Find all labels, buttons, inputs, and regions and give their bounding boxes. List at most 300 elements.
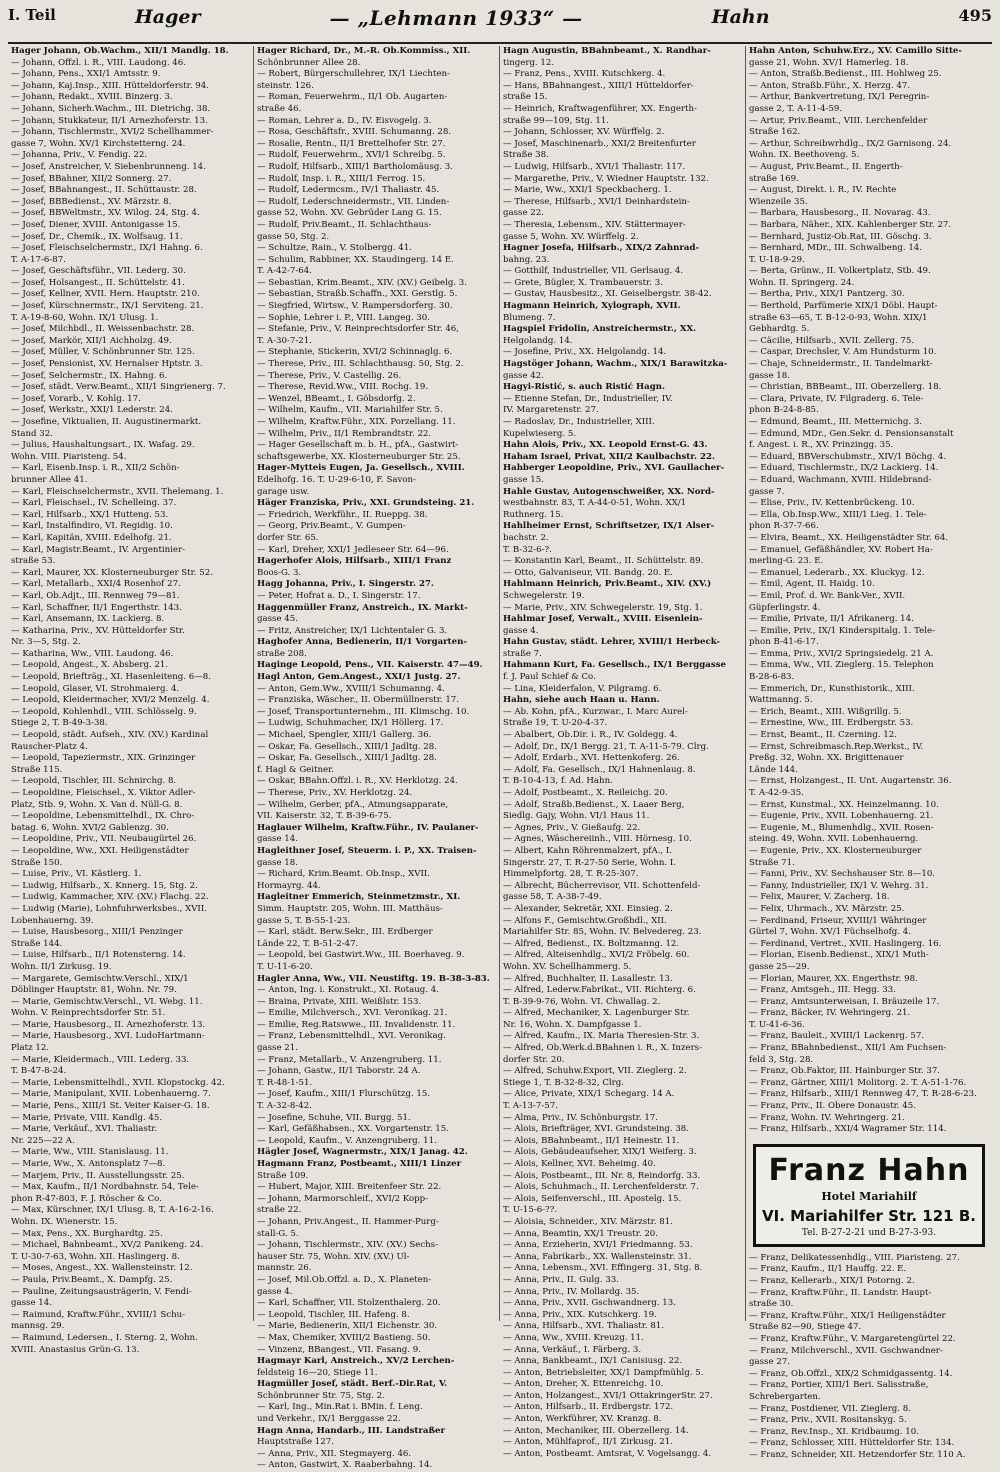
directory-entry: Hahn Gustav, städt. Lehrer, XVIII/1 Herbeck- xyxy=(503,637,720,648)
directory-column-3 xyxy=(500,46,746,1459)
directory-entry: T. U-18-9-29. xyxy=(749,254,805,265)
directory-entry: — Marie, Kleidermach., VIII. Lederg. 33. xyxy=(11,1054,190,1065)
directory-entry: — Bernhard, Justiz-Ob.Rat, III. Göschg. 3. xyxy=(749,231,932,242)
directory-entry: Mariahilfer Str. 85, Wohn. IV. Belvedereg. 23. xyxy=(503,927,702,938)
directory-entry: Haggenmüller Franz, Anstreich., IX. Markt- xyxy=(257,602,468,613)
directory-entry: — Leopold, städt. Aufseh., XIV. (XV.) Kardinal xyxy=(11,730,209,741)
directory-entry: — Emil, Prof. d. Wr. Bank-Ver., XVII. xyxy=(749,590,906,601)
directory-entry: — Sebastian, Krim.Beamt., XIV. (XV.) Geibelg. 3. xyxy=(257,277,468,288)
directory-entry: — Alois, BBahnbeamt., II/1 Heinestr. 11. xyxy=(503,1135,680,1146)
directory-entry: gasse 45. xyxy=(257,614,298,625)
directory-entry: — Franz, Metallarb., V. Anzengruberg. 11. xyxy=(257,1054,442,1065)
directory-entry: — Leopold, bei Gastwirt.Ww., III. Boerhaveg. 9. xyxy=(257,950,465,961)
directory-entry: Nr. 225—22 A. xyxy=(11,1135,75,1146)
directory-entry: — Arthur, Bankvertretung, IX/1 Peregrin- xyxy=(749,92,930,103)
directory-entry: — Leopoldine, Lebensmittelhdl., IX. Chro- xyxy=(11,811,195,822)
directory-entry: Haghofer Anna, Bedienerin, II/1 Vorgarten- xyxy=(257,637,467,648)
directory-entry: — Johann, Tischlermstr., XIV. (XV.) Sechs- xyxy=(257,1240,438,1251)
directory-entry: — Johann, Gastw., II/1 Taborstr. 24 A. xyxy=(257,1066,421,1077)
directory-entry: — Josefine, Viktualien, II. Augustinermarkt. xyxy=(11,417,202,427)
directory-entry: — Stefanie, Priv., V. Reinprechtsdorfer Str. 46, xyxy=(257,324,459,335)
directory-entry: Haham Israel, Privat, XII/2 Kaulbachstr. 22. xyxy=(503,451,715,462)
directory-entry: T. A-13-7-57. xyxy=(503,1101,558,1112)
directory-entry: Himmelpfortg. 28, T. R-25-307. xyxy=(503,869,639,880)
directory-entry: Nr. 3—5, Stg. 2. xyxy=(11,637,81,648)
directory-entry: — Emanuel, Gefäßhändler, XV. Robert Ha- xyxy=(749,544,933,555)
directory-entry: — Eduard, Tischlermstr., IX/2 Lackierg. 14. xyxy=(749,463,939,474)
directory-entry: — Leopold, Tischler, III. Schnirchg. 8. xyxy=(11,776,177,787)
directory-entry: — Wenzel, BBeamt., I. Göbsdorfg. 2. xyxy=(257,393,416,404)
directory-entry: Hagner Josefa, Hilfsarb., XIX/2 Zahnrad- xyxy=(503,243,700,254)
directory-entry: — Alfred, Bedienst., IX. Boltzmanng. 12. xyxy=(503,938,680,949)
directory-entry: IV. Margaretenstr. 27. xyxy=(503,405,599,416)
directory-entry: — Franz, Hilfsarb., XXI/4 Wagramer Str. 114. xyxy=(749,1124,947,1135)
directory-entry: — Ludwig, Hilfsarb., XVI/1 Thaliastr. 117. xyxy=(503,161,686,172)
directory-entry: Straße 150. xyxy=(11,857,63,868)
directory-entry: gasse 21, Wohn. XV/1 Hamerleg. 18. xyxy=(749,57,909,68)
directory-entry: — Franz, Wohn. IV. Wehringerg. 21. xyxy=(749,1112,906,1123)
directory-entry: — Caspar, Drechsler, V. Am Hundsturm 10. xyxy=(749,347,937,358)
directory-entry: phon B-41-6-17. xyxy=(749,637,819,648)
directory-entry: — Paula, Priv.Beamt., X. Dampfg. 25. xyxy=(11,1274,173,1285)
directory-entry: bahng. 23. xyxy=(503,254,550,265)
directory-entry: — Johann, Priv.Angest., II. Hammer-Purg- xyxy=(257,1216,439,1227)
directory-entry: — Marie, Ww., X. Antonsplatz 7—8. xyxy=(11,1159,166,1169)
directory-entry: T. U-11-6-20. xyxy=(257,961,313,972)
directory-entry: — Josef, Werkstr., XXI/1 Lederstr. 24. xyxy=(11,405,173,416)
directory-entry: — Margarethe, Priv., V. Wiedner Hauptstr. 132. xyxy=(503,173,709,184)
directory-entry: Simm. Hauptstr. 205, Wohn. III. Matthäus- xyxy=(257,903,443,914)
directory-entry: — Emil, Agent, II. Haidg. 10. xyxy=(749,579,875,590)
directory-entry: gasse 27. xyxy=(749,1357,790,1368)
directory-entry: gasse 14. xyxy=(257,834,298,845)
directory-entry: — Wilhelm, Gerber, pfA., Atmungsapparate, xyxy=(257,799,449,810)
directory-entry: Gebhardtg. 5. xyxy=(749,324,810,335)
directory-entry: f. Hagl & Geitner. xyxy=(257,764,334,775)
directory-entry: straße 169. xyxy=(749,173,799,184)
directory-entry: — Franz, Ob.Offzl., XIX/2 Schmidgassentg. 14. xyxy=(749,1368,953,1379)
directory-entry: — Marie, Bedienerin, XII/1 Eichenstr. 30. xyxy=(257,1321,438,1332)
directory-entry: westbahnstr. 83, T. A-44-0-51, Wohn. XX/1 xyxy=(503,498,687,509)
directory-entry: — Rudolf, Feuerwehrm., XVI/1 Schreibg. 5. xyxy=(257,150,446,161)
directory-entry: — Alfred, Alteisenhdlg., XVI/2 Fröbelg. 60. xyxy=(503,950,690,961)
directory-entry: Platz 12. xyxy=(11,1043,50,1054)
directory-entry: — Leopoldine, Fleischsel., X. Viktor Adler- xyxy=(11,788,196,798)
directory-entry: — Anton, Mechaniker, III. Oberzellerg. 14. xyxy=(503,1425,689,1436)
directory-entry: — Anton, Gem.Ww., XVIII/1 Schumanng. 4. xyxy=(257,683,445,694)
directory-entry: — Josef, städt. Verw.Beamt., XII/1 Singrienerg. 7. xyxy=(11,382,226,393)
directory-entry: — Anton, Gastwirt, X. Raaberbahng. 14. xyxy=(257,1460,433,1471)
directory-entry: — Albert, Kahn Röhrenmalzert, pfA., I. xyxy=(503,845,673,856)
directory-entry: — Gustav, Hausbesitz., XI. Geiselbergstr. 38-42. xyxy=(503,289,712,300)
directory-entry: — Franz, Schneider, XII. Hetzendorfer Str. 110 A. xyxy=(749,1449,966,1460)
directory-entry: — Friedrich, Werkführ., II. Rueppg. 38. xyxy=(257,509,428,520)
directory-entry: Hahle Gustav, Autogenschweißer, XX. Nord- xyxy=(503,486,715,497)
directory-entry: — Franz, Bäcker, IV. Wehringerg. 21. xyxy=(749,1008,911,1019)
directory-entry: — Wilhelm, Priv., II/1 Rembrandtstr. 22. xyxy=(257,428,432,439)
directory-entry: — Heinrich, Kraftwagenführer, XX. Engerth- xyxy=(503,103,697,114)
section-label: I. Teil xyxy=(8,6,56,24)
directory-entry: — Rudolf, Lederschneidermstr., VII. Linden- xyxy=(257,196,450,207)
directory-entry: — Johann, Pens., XXI/1 Amtsstr. 9. xyxy=(11,69,161,80)
directory-entry: — Alma, Priv., IV. Schönburgstr. 17. xyxy=(503,1112,658,1123)
directory-entry: — Rudolf, Hilfsarb., XIII/1 Bartholomäusg. 3. xyxy=(257,161,454,172)
directory-entry: — Anton, Postbeamt. Amtsrat, V. Vogelsangg. 4. xyxy=(503,1448,712,1459)
directory-entry: — Georg, Priv.Beamt., V. Gumpen- xyxy=(257,521,406,532)
directory-entry: — Alexander, Sekretär, XXI. Einsieg. 2. xyxy=(503,903,673,914)
directory-entry: — Marie, Verkäuf., XVI. Thaliastr. xyxy=(11,1124,158,1135)
directory-entry: — Therese, Revid.Ww., VIII. Rochg. 19. xyxy=(257,382,429,393)
column-4-entries-top xyxy=(749,46,989,1136)
directory-entry: T. R-48-1-51. xyxy=(257,1077,313,1088)
directory-entry: — Richard, Krim.Beamt. Ob.Insp., XVII. xyxy=(257,869,430,880)
page-number: 495 xyxy=(958,6,992,25)
directory-entry: T. A-42-7-64. xyxy=(257,266,312,277)
directory-entry: Wohn. XV. Schellhammerg. 5. xyxy=(503,961,632,972)
directory-entry: Stand 32. xyxy=(11,428,53,439)
directory-entry: — Eugenie, M., Blumenhdlg., XVII. Rosen- xyxy=(749,822,934,833)
directory-entry: Hagyi-Ristić, s. auch Ristić Hagn. xyxy=(503,382,665,393)
directory-entry: — Ella, Ob.Insp.Ww., XIII/1 Lieg. 1. Tele- xyxy=(749,509,927,520)
directory-entry: — Emilie, Reg.Ratswwe., III. Invalidenstr. 11. xyxy=(257,1019,456,1030)
directory-entry: — Emilie, Priv., IX/1 Kinderspitalg. 1. Tele- xyxy=(749,625,935,636)
directory-entry: — Johann, Offzl. i. R., VIII. Laudong. 46. xyxy=(11,57,186,68)
directory-entry: — Franz, Milchverschl., XVII. Gschwandner- xyxy=(749,1345,943,1356)
directory-entry: — Florian, Eisenb.Bedienst., XIX/1 Muth- xyxy=(749,950,929,961)
directory-column-4 xyxy=(746,46,992,1460)
directory-entry: — Johann, Marmorschleif., XVI/2 Kopp- xyxy=(257,1193,429,1204)
directory-entry: — Josef, Müller, V. Schönbrunner Str. 125. xyxy=(11,347,195,358)
directory-entry: — Ludwig, Kammacher, XIV. (XV.) Flachg. 22. xyxy=(11,892,209,903)
directory-entry: — Marie, Pens., XIII/1 St. Veiter Kaiser-G. 18. xyxy=(11,1101,210,1112)
directory-entry: T. B-47-8-24. xyxy=(11,1066,67,1077)
directory-entry: — Franz, Priv., II. Obere Donaustr. 45. xyxy=(749,1101,916,1112)
directory-entry: brunner Allee 41. xyxy=(11,474,88,485)
directory-entry: gasse 52, Wohn. XV. Gebrüder Lang G. 15. xyxy=(257,208,442,219)
directory-entry: — Franz, Gärtner, XIII/1 Molitorg. 2. T. A-51-1-76. xyxy=(749,1077,967,1088)
directory-entry: — Franz, Hilfsarb., XIII/1 Rennweg 47, T. R-28-6-23. xyxy=(749,1089,977,1100)
directory-entry: — Barbara, Hausbesorg., II. Novarag. 43. xyxy=(749,208,931,219)
directory-entry: — Therese, Priv., III. Schlachthausg. 50, Stg. 2. xyxy=(257,359,464,370)
directory-entry: und Verkehr., IX/1 Berggasse 22. xyxy=(257,1414,401,1425)
directory-entry: — Emma, Priv., XVI/2 Springsiedelg. 21 A. xyxy=(749,648,934,659)
directory-entry: — August, Priv.Beamt., II. Engerth- xyxy=(749,161,903,172)
directory-entry: T. A-30-7-21. xyxy=(257,335,312,346)
directory-entry: — Leopold, Tapeziermstr., XIX. Grinzinger xyxy=(11,753,196,764)
directory-entry: — Hubert, Major, XIII. Breitenfeer Str. 22. xyxy=(257,1182,442,1193)
directory-entry: — Alfred, Kaufm., IX. Maria Theresien-Str. 3. xyxy=(503,1031,700,1042)
directory-entry: gasse 14. xyxy=(11,1298,52,1309)
directory-entry: Wohn. V. Reinprechtsdorfer Str. 51. xyxy=(11,1008,166,1019)
directory-entry: Häger Franziska, Priv., XXI. Grundsteing. 21. xyxy=(257,498,475,509)
directory-entry: — Karl, Dreher, XXI/1 Jedleseer Str. 64—96. xyxy=(257,544,449,555)
directory-entry: Wienzeile 35. xyxy=(749,196,808,207)
directory-entry: — Edmund, MDr., Gen.Sekr. d. Pensionsanstalt xyxy=(749,428,954,439)
directory-entry: Hagler Anna, Ww., VII. Neustiftg. 19. B-38-3-83. xyxy=(257,973,490,984)
directory-entry: — Josef, Geschäftsführ., VII. Lederg. 30. xyxy=(11,266,186,277)
directory-entry: — Luise, Hilfsarb., II/1 Rotensterng. 14. xyxy=(11,950,186,961)
directory-entry: Wohn. II. Springerg. 24. xyxy=(749,277,855,288)
directory-entry: Hahn Anton, Schuhw.Erz., XV. Camillo Sitte- xyxy=(749,46,962,56)
directory-entry: — Fanny, Industrieller, IX/1 V. Wehrg. 31. xyxy=(749,880,929,891)
directory-entry: — Katharina, Ww., VIII. Laudong. 46. xyxy=(11,648,174,659)
directory-entry: — Ab. Kohn, pfA., Kurzwar., I. Marc Aurel- xyxy=(503,706,688,717)
ad-address: VI. Mariahilfer Str. 121 B. xyxy=(762,1206,976,1225)
directory-entry: — Josef, Mil.Ob.Offzl. a. D., X. Planeten- xyxy=(257,1274,432,1285)
directory-entry: Hagn Anna, Handarb., III. Landstraßer xyxy=(257,1425,446,1436)
directory-entry: — Katharina, Priv., XV. Hütteldorfer Str. xyxy=(11,625,185,636)
directory-entry: Lobenhauerng. 39. xyxy=(11,915,94,926)
directory-entry: phon R-37-7-66. xyxy=(749,521,819,532)
directory-entry: — Josef, Kaufm., XIII/1 Flurschützg. 15. xyxy=(257,1089,431,1100)
directory-entry: — Franz, Ob.Faktor, III. Hainburger Str. 37. xyxy=(749,1066,941,1077)
directory-entry: — Josef, BBBedienst., XV. Märzstr. 8. xyxy=(11,196,172,207)
directory-entry: — Rudolf, Priv.Beamt., II. Schlachthaus- xyxy=(257,219,432,230)
directory-entry: — Karl, Ansemann, IX. Lackierg. 8. xyxy=(11,614,165,625)
directory-entry: — Josef, Anstreicher, V. Siebenbrunneng. 14. xyxy=(11,161,206,172)
directory-entry: — Josef, Fleischselchermstr., IX/1 Hahng. 6. xyxy=(11,243,203,254)
directory-entry: — Barbara, Näher., XIX. Kahlenberger Str. 27. xyxy=(749,219,952,230)
directory-entry: — Alois, Postbeamt., III. Nr. 8, Reindorfg. 33. xyxy=(503,1170,701,1181)
directory-entry: — Emilie, Private, II/1 Afrikanerg. 14. xyxy=(749,614,914,625)
directory-entry: — Adolf, Straßb.Bedienst., X. Laaer Berg, xyxy=(503,799,685,810)
directory-entry: — Josef, Selchermstr., IX. Hahng. 6. xyxy=(11,370,168,381)
directory-entry: — Adolf, Dr., IX/1 Bergg. 21, T. A-11-5-79. Clrg. xyxy=(503,741,709,752)
directory-entry: Hager Johann, Ob.Wachm., XII/1 Mandlg. 18. xyxy=(11,46,229,56)
directory-entry: — Leopold, Briefträg., XI. Hasenleiteng. 6—8. xyxy=(11,672,212,683)
directory-entry: — Schultze, Rain., V. Stolbergg. 41. xyxy=(257,243,412,254)
directory-entry: — Johann, Redakt., XVIII. Binzerg. 3. xyxy=(11,92,173,103)
directory-entry: Döblinger Hauptstr. 81, Wohn. Nr. 79. xyxy=(11,985,177,996)
directory-entry: — Theresia, Lebensm., XIV. Stättermayer- xyxy=(503,219,686,230)
directory-entry: Hagleithner Josef, Steuerm. i. P., XX. Traisen- xyxy=(257,845,477,856)
directory-entry: Edelhofg. 16. T. U-29-6-10, F. Savon- xyxy=(257,474,416,485)
directory-entry: Nr. 16, Wohn. X. Dampfgasse 1. xyxy=(503,1019,642,1030)
directory-entry: Straße 71. xyxy=(749,857,795,868)
directory-entry: — Alfred, Lederw.Fabrikat., VII. Richterg. 6. xyxy=(503,985,696,996)
directory-entry: Hagn Augustin, BBahnbeamt., X. Randhar- xyxy=(503,46,711,56)
directory-entry: — Lina, Kleiderfalon, V. Pilgramg. 6. xyxy=(503,683,662,694)
directory-entry: — Johann, Sicherh.Wachm., III. Dietrichg. 38. xyxy=(11,103,211,114)
directory-entry: — Marie, Lebensmittelhdl., XVII. Klopstockg. 42. xyxy=(11,1077,225,1088)
directory-entry: — Emmerich, Dr., Kunsthistorik., XIII. xyxy=(749,683,915,694)
directory-entry: — Marie, Private, VIII. Kandlg. 45. xyxy=(11,1112,163,1123)
directory-entry: — Leopold, Tischler, III. Hafeng. 8. xyxy=(257,1309,410,1320)
directory-entry: stall-G. 5. xyxy=(257,1228,299,1239)
directory-entry: Schönbrunner Allee 28. xyxy=(257,57,361,68)
directory-entry: — Karl, Maurer, XX. Klosterneuburger Str. 52. xyxy=(11,567,213,578)
directory-entry: Schwegelerstr. 19. xyxy=(503,590,585,601)
directory-entry: — Oskar, Fa. Gesellsch., XIII/1 Jadltg. 28. xyxy=(257,753,437,764)
directory-entry: — Stephanie, Stickerin, XVI/2 Schinnaglg. 6. xyxy=(257,347,453,358)
directory-entry: Hagstöger Johann, Wachm., XIX/1 Barawitzka- xyxy=(503,359,728,370)
directory-column-1 xyxy=(8,46,254,1355)
directory-entry: steinstr. 126. xyxy=(257,80,314,91)
directory-entry: Hormayrg. 44. xyxy=(257,880,321,891)
directory-entry: — Marie, Priv., XIV. Schwegelerstr. 19, Stg. 1. xyxy=(503,602,703,613)
directory-entry: mannstr. 26. xyxy=(257,1263,312,1274)
directory-entry: T. B-10-4-13, f. Ad. Hahn. xyxy=(503,776,613,787)
directory-entry: — Roman, Lehrer a. D., IV. Eisvogelg. 3. xyxy=(257,115,432,126)
directory-entry: — Bertha, Priv., XIX/1 Pantzerg. 30. xyxy=(749,289,905,300)
directory-entry: Hahmann Kurt, Fa. Gesellsch., IX/1 Berggasse xyxy=(503,660,727,671)
directory-entry: — Josef, Diener, XVIII. Antonigasse 15. xyxy=(11,219,181,230)
directory-entry: — Anton, Hilfsarb., II. Erdbergstr. 172. xyxy=(503,1402,674,1413)
directory-entry: Boos-G. 3. xyxy=(257,567,302,578)
directory-entry: — Karl, Metallarb., XXI/4 Rosenhof 27. xyxy=(11,579,181,590)
directory-entry: — Ernst, Holzangest., II. Unt. Augartenstr. 36. xyxy=(749,776,952,787)
directory-entry: — Josef, BBahner, XII/2 Sonnerg. 27. xyxy=(11,173,172,184)
directory-entry: B-28-6-83. xyxy=(749,672,795,683)
directory-entry: Schrebergarten. xyxy=(749,1391,821,1402)
directory-entry: straße 99—109, Stg. 11. xyxy=(503,115,610,126)
directory-entry: — Anna, Bankbeamt., IX/1 Canisiusg. 22. xyxy=(503,1356,683,1367)
directory-entry: — Josef, Kürschnermstr., IX/1 Serviteng. 21. xyxy=(11,301,204,312)
directory-entry: — Franz, Bauleit., XVIII/1 Lackenrg. 57. xyxy=(749,1031,925,1042)
directory-entry: — Ernst, Beamt., II. Czerning. 12. xyxy=(749,730,897,741)
directory-entry: — Adolf, Fa. Gesellsch., IX/1 Hahnenlaug. 8. xyxy=(503,764,696,775)
directory-entry: Wohn. VIII. Piaristeng. 54. xyxy=(11,451,127,462)
directory-entry: — Marie, Ww., XXI/1 Speckbacherg. 1. xyxy=(503,185,672,196)
directory-entry: gasse 18. xyxy=(749,370,790,381)
directory-entry: straße 22. xyxy=(257,1205,302,1216)
directory-entry: — Ferdinand, Friseur, XVIII/1 Währinger xyxy=(749,915,927,926)
directory-entry: straße 63—65, T. B-12-0-93, Wohn. XIX/1 xyxy=(749,312,928,323)
directory-entry: Blumeng. 7. xyxy=(503,312,556,323)
directory-entry: — Leopoldine, Priv., VII. Neubaugürtel 26. xyxy=(11,834,197,845)
directory-entry: — Karl, Instalfindiro, VI. Regidig. 10. xyxy=(11,521,173,532)
directory-entry: hauser Str. 75, Wohn. XIV. (XV.) Ul- xyxy=(257,1251,410,1262)
directory-entry: — Wilhelm, Kraftw.Führ., XIX. Porzellang. 11. xyxy=(257,417,456,427)
directory-entry: — Roman, Feuerwehrm., II/1 Ob. Augarten- xyxy=(257,92,448,103)
directory-entry: tingerg. 12. xyxy=(503,57,555,68)
directory-entry: — August, Direkt. i. R., IV. Rechte xyxy=(749,185,897,196)
directory-entry: gasse 2, T. A-11-4-59. xyxy=(749,103,843,114)
directory-entry: — Josef, Transportunternehm., III. Klimschg. 10. xyxy=(257,706,470,717)
directory-entry: — Max, Pens., XX. Burghardtg. 25. xyxy=(11,1228,163,1239)
directory-entry: steing. 49, Wohn. XVII. Lobenhauerng. xyxy=(749,834,919,845)
directory-entry: XVIII. Anastasius Grün-G. 13. xyxy=(11,1344,140,1355)
directory-entry: Rauscher-Platz 4. xyxy=(11,741,88,752)
directory-entry: — Josef, Pensionist, XV. Hernalser Hptstr. 3. xyxy=(11,359,203,370)
directory-entry: Hägler Josef, Wagnermstr., XIX/1 Janag. 42. xyxy=(257,1147,468,1158)
directory-entry: Hahlmar Josef, Verwalt., XVIII. Eisenlein- xyxy=(503,614,703,625)
ad-phone: Tel. B-27-2-21 und B-27-3-93. xyxy=(801,1227,937,1238)
directory-entry: — Franz, Portier, XIII/1 Beri. Salisstraße, xyxy=(749,1380,929,1391)
directory-entry: — Franz, Amtsgeh., III. Hegg. 33. xyxy=(749,985,896,996)
directory-entry: Hahlmann Heinrich, Priv.Beamt., XIV. (XV.) xyxy=(503,579,712,590)
directory-entry: — Leopoldine, Ww., XXI. Heiligenstädter xyxy=(11,845,189,856)
directory-entry: Straße 115. xyxy=(11,764,63,775)
directory-entry: — Christian, BBBeamt., III. Oberzellerg. 18. xyxy=(749,382,942,393)
directory-entry: — Franz, Schlosser, XIII. Hütteldorfer Str. 134. xyxy=(749,1438,955,1449)
directory-entry: gasse 7, Wohn. XV/1 Kirchstetterng. 24. xyxy=(11,138,186,149)
directory-entry: — Karl, Magistr.Beamt., IV. Argentinier- xyxy=(11,544,186,555)
directory-entry: — Adolf, Postbeamt., X. Reileichg. 20. xyxy=(503,788,668,798)
directory-entry: Hahberger Leopoldine, Priv., XVI. Gaullacher- xyxy=(503,463,725,474)
directory-entry: — Felix, Maurer, V. Zacherg. 18. xyxy=(749,892,890,903)
directory-entry: feldsteig 16—20, Stiege 11. xyxy=(257,1367,378,1378)
directory-entry: — Franz, Pens., XVIII. Kutschkerg. 4. xyxy=(503,69,666,80)
directory-entry: VII. Kaiserstr. 32, T. B-39-6-75. xyxy=(257,811,392,822)
directory-entry: Hagmann Heinrich, Xylograph, XVII. xyxy=(503,301,681,312)
directory-entry: — Anton, Holzangest., XVI/1 OttakringerStr. 27. xyxy=(503,1390,713,1401)
directory-entry: — Michael, Spengler, XIII/1 Gallerg. 36. xyxy=(257,730,432,741)
directory-entry: — Berthold, Parfümerie XIX/1 Döbl. Haupt- xyxy=(749,301,938,312)
directory-entry: phon R-47-803, F. J. Röscher & Co. xyxy=(11,1193,162,1204)
directory-entry: — Alois, Schuhmach., II. Lerchenfelderstr. 7. xyxy=(503,1182,699,1193)
directory-entry: Kupelwieserg. 5. xyxy=(503,428,577,439)
directory-entry: — Therese, Priv., XV. Herklotzg. 24. xyxy=(257,788,413,798)
directory-entry: — Eduard, BBVerschubmstr., XIV/1 Böchg. 4. xyxy=(749,451,947,462)
directory-entry: — Franz, Amtsunterweisan, I. Bräuzeile 17. xyxy=(749,996,940,1007)
directory-entry: — Franz, Priv., XVII. Rositanskyg. 5. xyxy=(749,1415,907,1426)
directory-entry: Stiege 1, T. B-32-8-32, Clrg. xyxy=(503,1077,625,1088)
directory-entry: T. A-42-9-35. xyxy=(749,788,804,798)
directory-entry: straße 46. xyxy=(257,103,302,114)
directory-entry: — Marjem, Priv., II. Ausstellungsstr. 25. xyxy=(11,1170,185,1181)
directory-entry: — Leopold, Angest., X. Absberg. 21. xyxy=(11,660,169,671)
directory-entry: — Max, Kürschner, IX/1 Ulusg. 8, T. A-16-2-16. xyxy=(11,1205,214,1216)
directory-entry: — Karl, Hilfsarb., XX/1 Hutteng. 53. xyxy=(11,509,169,520)
directory-entry: — Rudolf, Ledermcsm., IV/1 Thaliastr. 45. xyxy=(257,185,440,196)
directory-entry: Hauptstraße 127. xyxy=(257,1437,334,1448)
directory-entry: Platz, Stb. 9, Wohn. X. Van d. Nüll-G. 8. xyxy=(11,799,183,810)
directory-entry: — Berta, Grünw., II. Volkertplatz, Stb. 49. xyxy=(749,266,931,277)
directory-entry: — Florian, Maurer, XX. Engerthstr. 98. xyxy=(749,973,918,984)
directory-entry: straße 208. xyxy=(257,648,307,659)
directory-entry: — Anna, Erzieherin, XVI/1 Friedmanng. 53. xyxy=(503,1240,693,1251)
directory-entry: — Luise, Hausbesorg., XIII/1 Penzinger xyxy=(11,927,183,938)
directory-entry: — Konstantin Karl, Beamt., II. Schüttelstr. 89. xyxy=(503,556,704,567)
directory-entry: gasse 15. xyxy=(503,474,544,485)
directory-entry: — Max, Chemiker, XVIII/2 Bastieng. 50. xyxy=(257,1332,431,1343)
directory-columns xyxy=(8,46,992,1471)
directory-entry: f. Angest. i. R., XV. Prinzingg. 35. xyxy=(749,440,894,451)
directory-entry: — Karl, Kapitän, XVIII. Edelhofg. 21. xyxy=(11,532,172,543)
directory-entry: — Otto, Galvaniseur, VII. Bandg. 20. E. xyxy=(503,567,673,578)
directory-entry: — Grete, Bügler, X. Trambauerstr. 3. xyxy=(503,277,663,288)
directory-entry: — Artur, Priv.Beamt., VIII. Lerchenfelder xyxy=(749,115,928,126)
directory-entry: Preßg. 32, Wohn. XX. Brigittenauer xyxy=(749,753,904,764)
directory-entry: — Anna, Priv., XII. Stegmayerg. 46. xyxy=(257,1448,412,1459)
directory-entry: — Alfred, Schuhw.Export, VII. Zieglerg. 2. xyxy=(503,1066,687,1077)
directory-entry: Siedlg. Gajy, Wohn. VI/1 Haus 11. xyxy=(503,811,650,822)
directory-entry: — Bernhard, MDr., III. Schwalbeng. 14. xyxy=(749,243,923,254)
directory-entry: — Vinzenz, BBangest., VII. Fasang. 9. xyxy=(257,1344,421,1355)
directory-entry: gasse 25—29. xyxy=(749,961,810,972)
directory-entry: — Therese, Hilfsarb., XVI/1 Deinhardstein- xyxy=(503,196,690,207)
directory-entry: — Franz, Rev.Insp., XI. Kridbaumg. 10. xyxy=(749,1426,919,1437)
directory-entry: — Ludwig, Hilfsarb., X. Knnerg. 15, Stg. 2. xyxy=(11,880,198,891)
directory-entry: — Peter, Hofrat a. D., I. Singerstr. 17. xyxy=(257,590,421,601)
directory-entry: Wohn. II/1 Zirkusg. 19. xyxy=(11,961,112,972)
directory-entry: — Josef, Dr., Chemik., IX. Wolfsaug. 11. xyxy=(11,231,183,242)
directory-entry: — Franz, Kellerarb., XIX/1 Potorng. 2. xyxy=(749,1276,915,1286)
directory-entry: T. B-32-6-?. xyxy=(503,544,552,555)
directory-entry: Wattmanng. 5. xyxy=(749,695,813,706)
directory-entry: Straße 144. xyxy=(11,938,63,949)
directory-entry: Lände 22, T. B-51-2-47. xyxy=(257,938,359,949)
directory-entry: — Albrecht, Bücherrevisor, VII. Schottenfeld- xyxy=(503,880,701,891)
directory-entry: — Sophie, Lehrer i. P., VIII. Langeg. 30. xyxy=(257,312,430,323)
directory-entry: — Julius, Haushaltungsart., IX. Wafag. 29. xyxy=(11,440,195,451)
directory-entry: — Ludwig (Marie), Lohnfuhrwerksbes., XVII. xyxy=(11,903,207,914)
directory-entry: Straße 19, T. U-20-4-37. xyxy=(503,718,608,729)
directory-entry: — Karl, Ing., Min.Rat i. BMin. f. Leng. xyxy=(257,1402,423,1413)
directory-entry: — Leopold, Kaufm., V. Anzengruberg. 11. xyxy=(257,1135,437,1146)
directory-entry: — Anton, Dreher, X. Ettenreichg. 10. xyxy=(503,1379,664,1390)
